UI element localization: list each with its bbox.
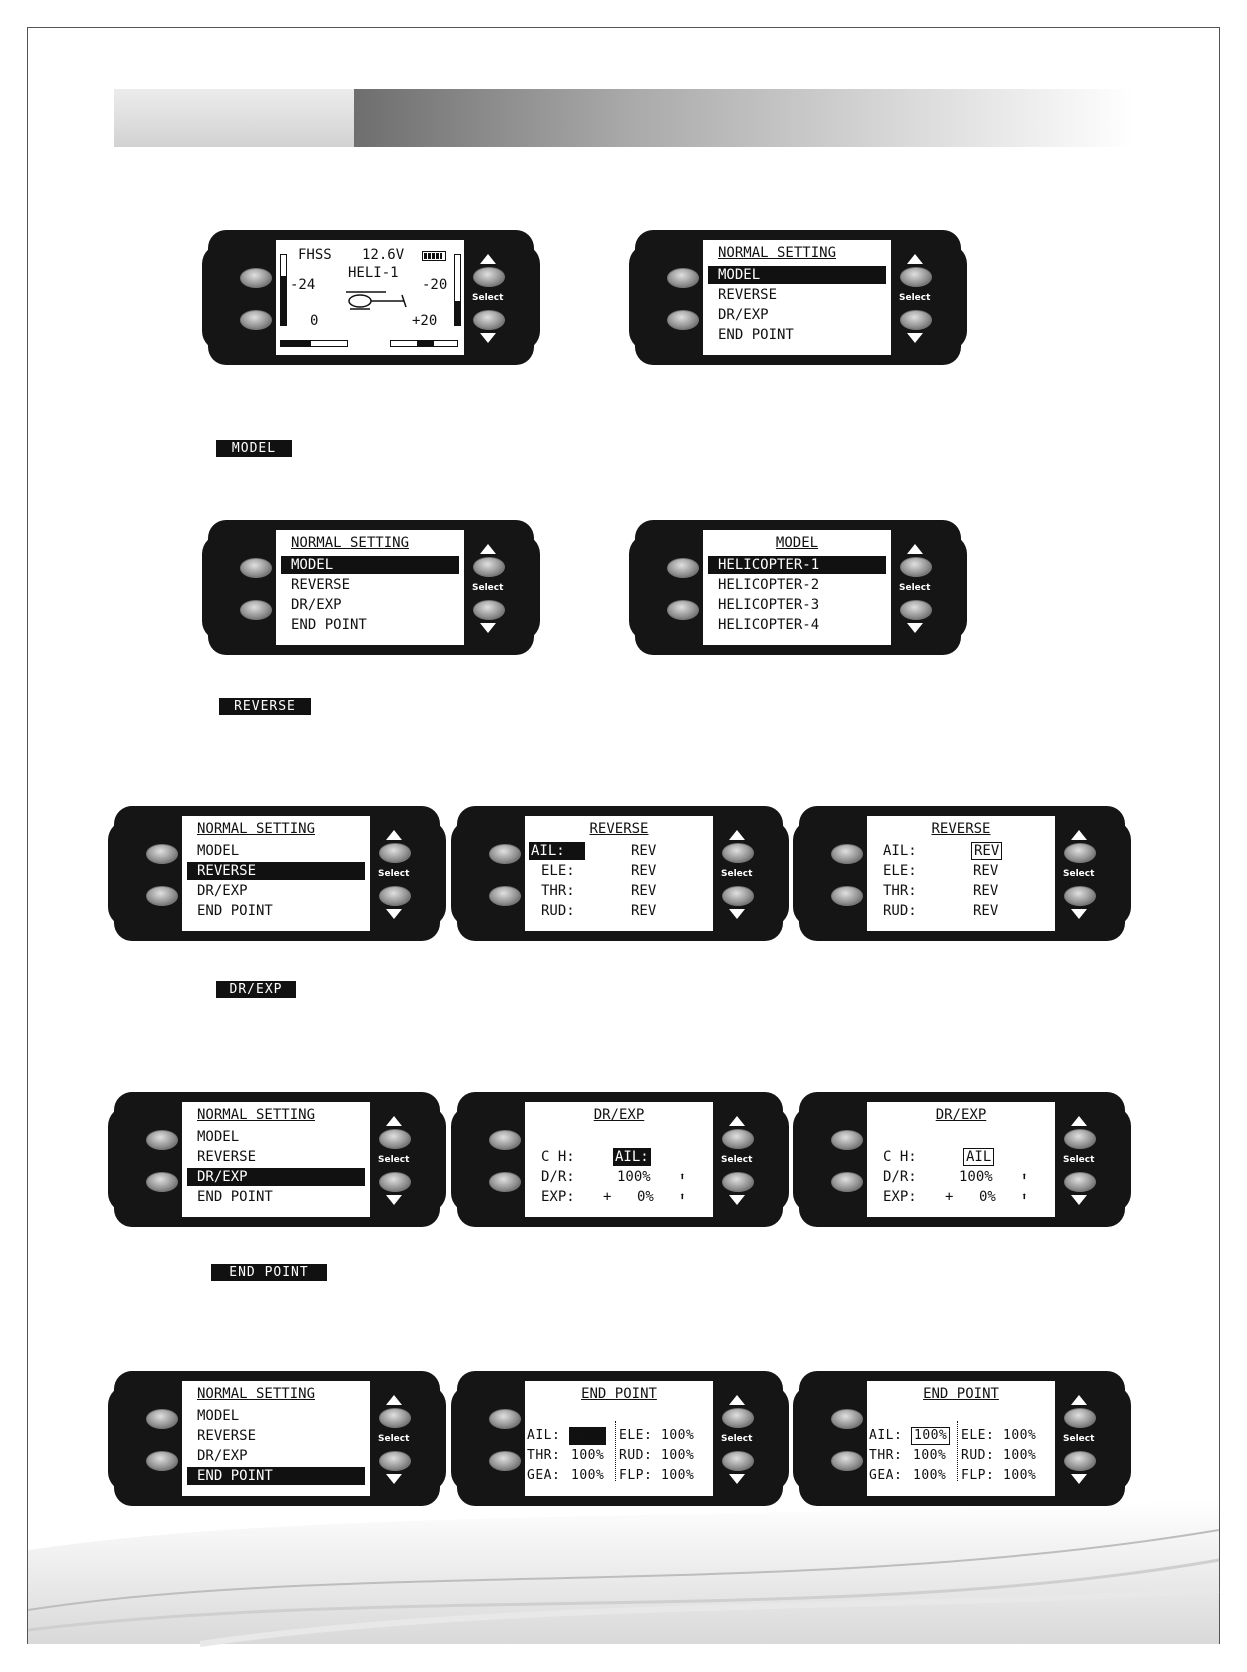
endpoint-flp-label: FLP: (961, 1468, 995, 1483)
trim-bar-left (280, 254, 287, 326)
endpoint-title: END POINT (923, 1386, 999, 1402)
endpoint-ail-label: AIL: (527, 1428, 561, 1443)
reverse-channel-rud[interactable]: RUD: (883, 903, 917, 919)
down-arrow-icon (729, 1195, 745, 1205)
drexp-dr-label: D/R: (541, 1169, 575, 1185)
drexp-dr-value[interactable]: 100% (617, 1169, 651, 1185)
left-bottom-button[interactable] (146, 1172, 178, 1192)
endpoint-gea-label: GEA: (869, 1468, 903, 1483)
up-button[interactable] (379, 843, 411, 863)
down-button[interactable] (379, 1172, 411, 1192)
left-bottom-button[interactable] (240, 310, 272, 330)
drexp-title: DR/EXP (593, 1107, 645, 1123)
menu-item-reverse[interactable]: REVERSE (187, 862, 365, 880)
left-bottom-button[interactable] (831, 1451, 863, 1471)
label-model: MODEL (216, 440, 292, 457)
down-arrow-icon (480, 623, 496, 633)
column-divider (615, 1421, 616, 1481)
trim-bar-bottom-right (390, 340, 458, 347)
endpoint-gea-label: GEA: (527, 1468, 561, 1483)
left-top-button[interactable] (146, 1409, 178, 1429)
endpoint-thr-value[interactable]: 100% (571, 1448, 605, 1463)
drexp-dr-label: D/R: (883, 1169, 917, 1185)
lcd-screen (703, 240, 891, 355)
endpoint-thr-label: THR: (527, 1448, 561, 1463)
select-button[interactable]: Select (721, 869, 753, 879)
menu-title: NORMAL SETTING (718, 245, 837, 261)
up-arrow-icon (907, 254, 923, 264)
up-arrow-icon (729, 1116, 745, 1126)
endpoint-rud-value[interactable]: 100% (1003, 1448, 1037, 1463)
down-button[interactable] (379, 1451, 411, 1471)
lcd-screen (867, 1102, 1055, 1217)
label-drexp: DR/EXP (216, 981, 296, 998)
drexp-exp-arrow-icon: ⬆ (1021, 1190, 1028, 1203)
drexp-exp-value[interactable]: 0% (979, 1189, 996, 1205)
endpoint-rud-label: RUD: (961, 1448, 995, 1463)
select-button[interactable]: Select (378, 869, 410, 879)
lcd-screen (867, 1381, 1055, 1496)
down-arrow-icon (907, 333, 923, 343)
trim-bar-right (454, 254, 461, 326)
endpoint-gea-value[interactable]: 100% (571, 1468, 605, 1483)
up-arrow-icon (729, 830, 745, 840)
up-button[interactable] (900, 267, 932, 287)
select-button[interactable]: Select (472, 293, 504, 303)
device-reverse-channel-select (457, 806, 783, 941)
menu-item-drexp[interactable]: DR/EXP (291, 597, 342, 613)
trim-bar-bottom-left (280, 340, 348, 347)
menu-title: NORMAL SETTING (197, 1386, 316, 1402)
left-bottom-button[interactable] (240, 600, 272, 620)
menu-title: NORMAL SETTING (291, 535, 410, 551)
lcd-screen (182, 1381, 370, 1496)
down-button[interactable] (1064, 1172, 1096, 1192)
trim-bottom-right-value: +20 (412, 313, 438, 329)
up-button[interactable] (722, 1129, 754, 1149)
battery-icon (422, 251, 446, 261)
up-arrow-icon (1071, 1116, 1087, 1126)
menu-item-drexp[interactable]: DR/EXP (197, 1448, 248, 1464)
reverse-value-ele[interactable]: REV (631, 863, 657, 879)
select-button[interactable]: Select (378, 1434, 410, 1444)
header-band-gradient (354, 89, 1134, 147)
menu-title: NORMAL SETTING (197, 821, 316, 837)
down-arrow-icon (1071, 1195, 1087, 1205)
model-name-text: HELI-1 (348, 265, 399, 281)
endpoint-thr-label: THR: (869, 1448, 903, 1463)
endpoint-ele-value[interactable]: 100% (661, 1428, 695, 1443)
left-top-button[interactable] (489, 844, 521, 864)
lcd-screen (276, 530, 464, 645)
down-arrow-icon (729, 909, 745, 919)
menu-item-model[interactable]: MODEL (197, 843, 240, 859)
left-top-button[interactable] (667, 558, 699, 578)
up-arrow-icon (480, 254, 496, 264)
device-home-screen (208, 230, 534, 365)
drexp-exp-label: EXP: (541, 1189, 575, 1205)
up-button[interactable] (722, 843, 754, 863)
up-button[interactable] (1064, 1129, 1096, 1149)
menu-item-model[interactable]: MODEL (708, 266, 886, 284)
menu-item-reverse[interactable]: REVERSE (197, 1428, 257, 1444)
endpoint-ele-value[interactable]: 100% (1003, 1428, 1037, 1443)
endpoint-ail-value[interactable]: 100% (911, 1427, 950, 1445)
menu-item-reverse[interactable]: REVERSE (291, 577, 351, 593)
reverse-title: REVERSE (589, 821, 649, 837)
device-reverse-value-edit (799, 806, 1125, 941)
endpoint-flp-value[interactable]: 100% (1003, 1468, 1037, 1483)
up-button[interactable] (473, 557, 505, 577)
drexp-title: DR/EXP (935, 1107, 987, 1123)
lcd-screen (867, 816, 1055, 931)
reverse-value-ele[interactable]: REV (973, 863, 999, 879)
menu-item-drexp[interactable]: DR/EXP (718, 307, 769, 323)
model-item-3[interactable]: HELICOPTER-3 (718, 597, 820, 613)
down-arrow-icon (480, 333, 496, 343)
drexp-ch-value[interactable]: AIL (963, 1148, 994, 1166)
endpoint-ele-label: ELE: (619, 1428, 653, 1443)
menu-item-endpoint[interactable]: END POINT (197, 1189, 273, 1205)
left-bottom-button[interactable] (489, 1172, 521, 1192)
down-button[interactable] (722, 1172, 754, 1192)
drexp-dr-arrow-icon: ⬆ (1021, 1170, 1028, 1183)
up-button[interactable] (722, 1408, 754, 1428)
left-bottom-button[interactable] (146, 1451, 178, 1471)
device-endpoint-select (457, 1371, 783, 1506)
select-button[interactable]: Select (899, 583, 931, 593)
select-button[interactable]: Select (721, 1155, 753, 1165)
drexp-dr-arrow-icon: ⬆ (679, 1170, 686, 1183)
label-reverse: REVERSE (219, 698, 311, 715)
down-button[interactable] (1064, 1451, 1096, 1471)
menu-item-endpoint[interactable]: END POINT (187, 1467, 365, 1485)
column-divider (957, 1421, 958, 1481)
reverse-value-thr[interactable]: REV (631, 883, 657, 899)
left-bottom-button[interactable] (489, 1451, 521, 1471)
left-top-button[interactable] (240, 268, 272, 288)
label-endpoint: END POINT (211, 1264, 327, 1281)
down-arrow-icon (1071, 1474, 1087, 1484)
down-button[interactable] (900, 600, 932, 620)
select-button[interactable]: Select (378, 1155, 410, 1165)
device-normal-setting-model-2 (208, 520, 534, 655)
endpoint-rud-value[interactable]: 100% (661, 1448, 695, 1463)
reverse-channel-ail[interactable]: AIL: (529, 842, 585, 860)
menu-title: NORMAL SETTING (197, 1107, 316, 1123)
reverse-channel-ele[interactable]: ELE: (541, 863, 575, 879)
down-button[interactable] (379, 886, 411, 906)
down-button[interactable] (1064, 886, 1096, 906)
menu-item-drexp[interactable]: DR/EXP (197, 883, 248, 899)
menu-item-endpoint[interactable]: END POINT (197, 903, 273, 919)
endpoint-rud-label: RUD: (619, 1448, 653, 1463)
up-arrow-icon (1071, 1395, 1087, 1405)
left-bottom-button[interactable] (831, 886, 863, 906)
menu-item-reverse[interactable]: REVERSE (197, 1149, 257, 1165)
up-button[interactable] (900, 557, 932, 577)
reverse-channel-rud[interactable]: RUD: (541, 903, 575, 919)
reverse-channel-ele[interactable]: ELE: (883, 863, 917, 879)
device-normal-setting-endpoint (114, 1371, 440, 1506)
device-model-list (635, 520, 961, 655)
trim-left-value: -24 (290, 277, 316, 293)
down-button[interactable] (722, 886, 754, 906)
left-top-button[interactable] (146, 1130, 178, 1150)
select-button[interactable]: Select (1063, 869, 1095, 879)
select-button[interactable]: Select (472, 583, 504, 593)
lcd-screen (525, 1381, 713, 1496)
down-arrow-icon (386, 1474, 402, 1484)
down-arrow-icon (729, 1474, 745, 1484)
endpoint-flp-value[interactable]: 100% (661, 1468, 695, 1483)
device-drexp-channel-edit (799, 1092, 1125, 1227)
down-button[interactable] (722, 1451, 754, 1471)
left-top-button[interactable] (489, 1409, 521, 1429)
up-arrow-icon (1071, 830, 1087, 840)
menu-item-reverse[interactable]: REVERSE (718, 287, 778, 303)
endpoint-ele-label: ELE: (961, 1428, 995, 1443)
reverse-channel-thr[interactable]: THR: (541, 883, 575, 899)
drexp-exp-label: EXP: (883, 1189, 917, 1205)
left-top-button[interactable] (831, 1409, 863, 1429)
drexp-ch-label: C H: (883, 1149, 917, 1165)
endpoint-thr-value[interactable]: 100% (913, 1448, 947, 1463)
menu-item-drexp[interactable]: DR/EXP (187, 1168, 365, 1186)
drexp-ch-label: C H: (541, 1149, 575, 1165)
endpoint-ail-label: AIL: (869, 1428, 903, 1443)
down-arrow-icon (1071, 909, 1087, 919)
drexp-dr-value[interactable]: 100% (959, 1169, 993, 1185)
model-list-title: MODEL (775, 535, 819, 551)
reverse-value-ail[interactable]: REV (971, 842, 1002, 860)
up-button[interactable] (379, 1408, 411, 1428)
reverse-value-thr[interactable]: REV (973, 883, 999, 899)
select-button[interactable]: Select (899, 293, 931, 303)
device-normal-setting-reverse (114, 806, 440, 941)
select-button[interactable]: Select (721, 1434, 753, 1444)
trim-bottom-left-value: 0 (310, 313, 319, 329)
left-bottom-button[interactable] (146, 886, 178, 906)
left-top-button[interactable] (146, 844, 178, 864)
left-bottom-button[interactable] (667, 310, 699, 330)
device-normal-setting-drexp (114, 1092, 440, 1227)
select-button[interactable]: Select (1063, 1155, 1095, 1165)
lcd-screen (182, 1102, 370, 1217)
endpoint-gea-value[interactable]: 100% (913, 1468, 947, 1483)
reverse-title: REVERSE (931, 821, 991, 837)
trim-right-value: -20 (422, 277, 448, 293)
decorative-swoosh (0, 1490, 1247, 1672)
device-normal-setting-model (635, 230, 961, 365)
menu-item-model[interactable]: MODEL (197, 1129, 240, 1145)
endpoint-flp-label: FLP: (619, 1468, 653, 1483)
left-top-button[interactable] (489, 1130, 521, 1150)
down-button[interactable] (900, 310, 932, 330)
menu-item-model[interactable]: MODEL (197, 1408, 240, 1424)
up-button[interactable] (379, 1129, 411, 1149)
up-arrow-icon (729, 1395, 745, 1405)
down-button[interactable] (473, 600, 505, 620)
reverse-value-rud[interactable]: REV (973, 903, 999, 919)
drexp-exp-arrow-icon: ⬆ (679, 1190, 686, 1203)
up-arrow-icon (386, 830, 402, 840)
left-top-button[interactable] (831, 1130, 863, 1150)
drexp-exp-sign: + (945, 1189, 954, 1205)
left-bottom-button[interactable] (489, 886, 521, 906)
menu-item-model[interactable]: MODEL (281, 556, 459, 574)
device-drexp-channel-select (457, 1092, 783, 1227)
select-button[interactable]: Select (1063, 1434, 1095, 1444)
left-bottom-button[interactable] (667, 600, 699, 620)
down-arrow-icon (386, 909, 402, 919)
menu-item-endpoint[interactable]: END POINT (718, 327, 794, 343)
drexp-ch-value[interactable]: AIL: (615, 1149, 649, 1165)
endpoint-title: END POINT (581, 1386, 657, 1402)
mode-text: FHSS (298, 247, 332, 263)
reverse-value-ail[interactable]: REV (631, 843, 657, 859)
left-top-button[interactable] (831, 844, 863, 864)
model-item-2[interactable]: HELICOPTER-2 (718, 577, 820, 593)
down-button[interactable] (473, 310, 505, 330)
helicopter-icon (342, 288, 412, 312)
up-button[interactable] (473, 267, 505, 287)
model-item-1[interactable]: HELICOPTER-1 (708, 556, 886, 574)
down-arrow-icon (386, 1195, 402, 1205)
up-arrow-icon (386, 1116, 402, 1126)
voltage-text: 12.6V (362, 247, 405, 263)
reverse-value-rud[interactable]: REV (631, 903, 657, 919)
left-bottom-button[interactable] (831, 1172, 863, 1192)
lcd-screen (276, 240, 464, 355)
lcd-screen (525, 1102, 713, 1217)
left-top-button[interactable] (667, 268, 699, 288)
drexp-exp-sign: + (603, 1189, 612, 1205)
menu-item-endpoint[interactable]: END POINT (291, 617, 367, 633)
endpoint-ail-value[interactable]: 100% (571, 1428, 605, 1443)
up-arrow-icon (386, 1395, 402, 1405)
device-endpoint-edit (799, 1371, 1125, 1506)
lcd-screen (525, 816, 713, 931)
up-button[interactable] (1064, 843, 1096, 863)
down-arrow-icon (907, 623, 923, 633)
left-top-button[interactable] (240, 558, 272, 578)
reverse-channel-thr[interactable]: THR: (883, 883, 917, 899)
model-item-4[interactable]: HELICOPTER-4 (718, 617, 820, 633)
drexp-exp-value[interactable]: 0% (637, 1189, 654, 1205)
lcd-screen (182, 816, 370, 931)
header-band-left (114, 89, 354, 147)
reverse-channel-ail[interactable]: AIL: (883, 843, 917, 859)
lcd-screen (703, 530, 891, 645)
up-arrow-icon (907, 544, 923, 554)
up-button[interactable] (1064, 1408, 1096, 1428)
up-arrow-icon (480, 544, 496, 554)
